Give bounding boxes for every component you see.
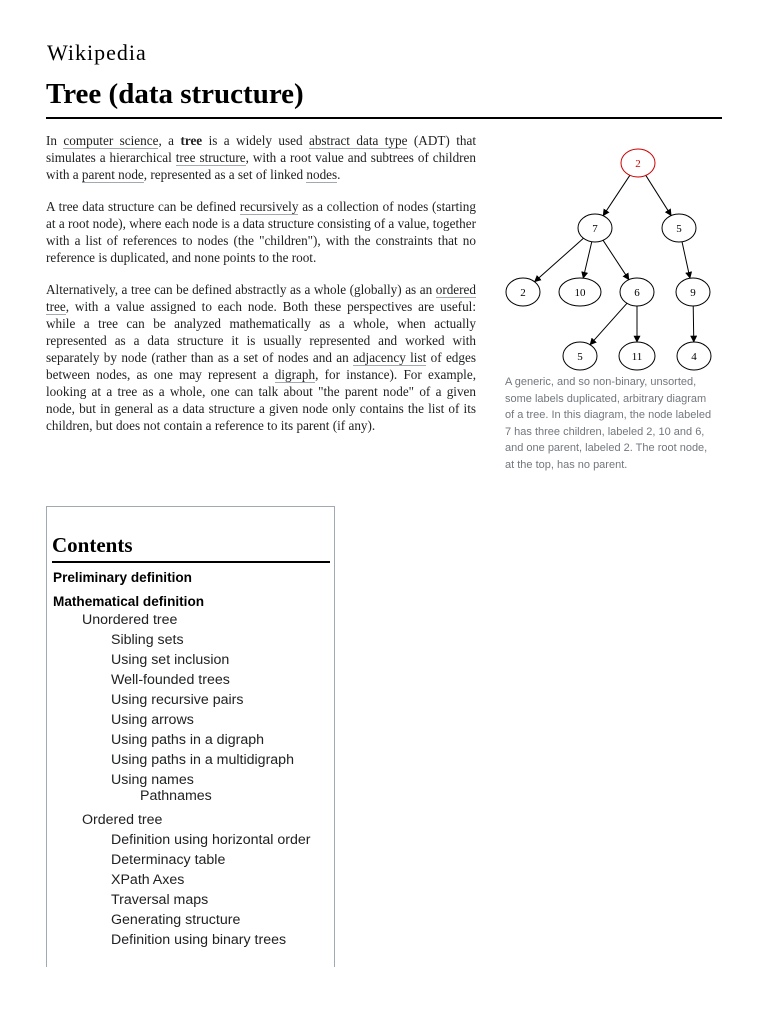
node-label: 4 [691, 351, 697, 363]
article-link[interactable]: parent node [81, 167, 144, 182]
tree-node [506, 278, 540, 306]
tree-figure [500, 140, 722, 473]
table-of-contents [46, 506, 335, 967]
text-run: as a collection of nodes (starting at a root node), where each node is a data structure consisting of a value, together with a list of references to nodes (the "children"), with the constraints that no reference is duplicated, and none points to the root. [46, 199, 476, 265]
text-run: , represented as a set of linked [143, 167, 307, 182]
article-link[interactable]: nodes [306, 167, 338, 182]
tree-node [676, 278, 710, 306]
article-link[interactable]: digraph [274, 367, 316, 382]
tree-node [620, 278, 654, 306]
article-body [46, 132, 476, 449]
article-paragraph [46, 281, 476, 434]
toc-item[interactable]: Definition using binary trees [111, 932, 287, 948]
tree-node [662, 214, 696, 242]
text-run: , with a value assigned to each node. Both these perspectives are useful: while a tree can be analyzed mathematically as a whole, when actually represented as a data structure it is usually represented and worked with separately by node (rather than as a set of nodes and an [46, 299, 476, 365]
toc-item[interactable]: Definition using horizontal order [111, 832, 311, 848]
toc-item[interactable]: Using recursive pairs [111, 692, 244, 708]
toc-item[interactable]: Using set inclusion [111, 652, 230, 668]
text-run: , a [158, 133, 181, 148]
node-label: 2 [635, 158, 641, 170]
toc-item[interactable]: Using paths in a multidigraph [111, 752, 294, 768]
article-link[interactable]: tree structure [175, 150, 246, 165]
tree-edge [603, 175, 630, 215]
toc-item[interactable]: Generating structure [111, 912, 241, 928]
figure-caption: A generic, and so non-binary, unsorted, some labels duplicated, arbitrary diagram of a tree. In this diagram, the node labeled 7 has three children, labeled 2, 10 and 6, and one parent, labeled 2. The root node, at the top, has no parent. [505, 376, 712, 471]
toc-title: Contents [52, 533, 330, 563]
tree-node [559, 278, 601, 306]
article-link[interactable]: computer science [63, 133, 159, 148]
text-run: A tree data structure can be defined [46, 199, 240, 214]
toc-item[interactable]: Using paths in a digraph [111, 732, 265, 748]
node-label: 2 [520, 287, 526, 299]
article-link[interactable]: adjacency list [353, 350, 427, 365]
node-label: 11 [631, 351, 643, 363]
toc-item[interactable]: Traversal maps [111, 892, 209, 908]
toc-item[interactable]: Using arrows [111, 712, 194, 728]
article-paragraph [46, 132, 476, 183]
toc-item[interactable]: Using names [111, 772, 194, 788]
text-run: of edges between nodes, as one may represent a [46, 350, 476, 382]
article-paragraph [46, 198, 476, 266]
text-run: , for instance). For example, looking at a tree as a whole, one can talk about "the parent node" of a given node, but in general as a data structure a given node only contains the list of its children, but does not contain a reference to its parent (if any). [46, 367, 476, 433]
tree-diagram[interactable] [500, 140, 722, 372]
node-label: 5 [676, 223, 682, 235]
tree-edge [603, 240, 629, 279]
tree-root-node [621, 149, 655, 177]
tree-edge [590, 303, 627, 344]
page-title: Tree (data structure) [46, 78, 304, 110]
toc-item[interactable]: Sibling sets [111, 632, 184, 648]
node-label: 10 [574, 287, 586, 299]
tree-edge [693, 306, 694, 342]
toc-item[interactable]: Unordered tree [82, 612, 178, 628]
term-bold: tree [180, 133, 203, 148]
tree-edge [583, 242, 592, 278]
toc-item[interactable]: Well-founded trees [111, 672, 230, 688]
toc-item[interactable]: Determinacy table [111, 852, 226, 868]
wikipedia-logo[interactable]: Wikipedia [47, 40, 147, 65]
toc-item[interactable]: Ordered tree [82, 812, 163, 828]
text-run: Alternatively, a tree can be defined abstractly as a whole (globally) as an [46, 282, 436, 297]
tree-node [677, 342, 711, 370]
text-run: , with a root value and subtrees of children with a [46, 150, 476, 182]
node-label: 5 [577, 351, 583, 363]
tree-node [619, 342, 655, 370]
toc-item[interactable]: Mathematical definition [53, 594, 205, 609]
tree-edge [535, 238, 584, 281]
article-link[interactable]: abstract data type [308, 133, 408, 148]
text-run: is a widely used [202, 133, 309, 148]
toc-list [47, 568, 334, 950]
tree-node [563, 342, 597, 370]
toc-item[interactable]: XPath Axes [111, 872, 185, 888]
text-run: (ADT) that simulates a hierarchical [46, 133, 476, 165]
title-divider [46, 117, 722, 119]
toc-item[interactable]: Pathnames [140, 788, 212, 804]
node-label: 9 [690, 287, 696, 299]
node-label: 6 [634, 287, 640, 299]
tree-edge [646, 175, 671, 215]
article-link[interactable]: ordered tree [46, 282, 476, 314]
node-label: 7 [592, 223, 598, 235]
tree-node [578, 214, 612, 242]
text-run: In [46, 133, 64, 148]
tree-edge [682, 242, 690, 278]
text-run: . [337, 167, 341, 182]
article-link[interactable]: recursively [239, 199, 299, 214]
toc-item[interactable]: Preliminary definition [53, 570, 192, 585]
